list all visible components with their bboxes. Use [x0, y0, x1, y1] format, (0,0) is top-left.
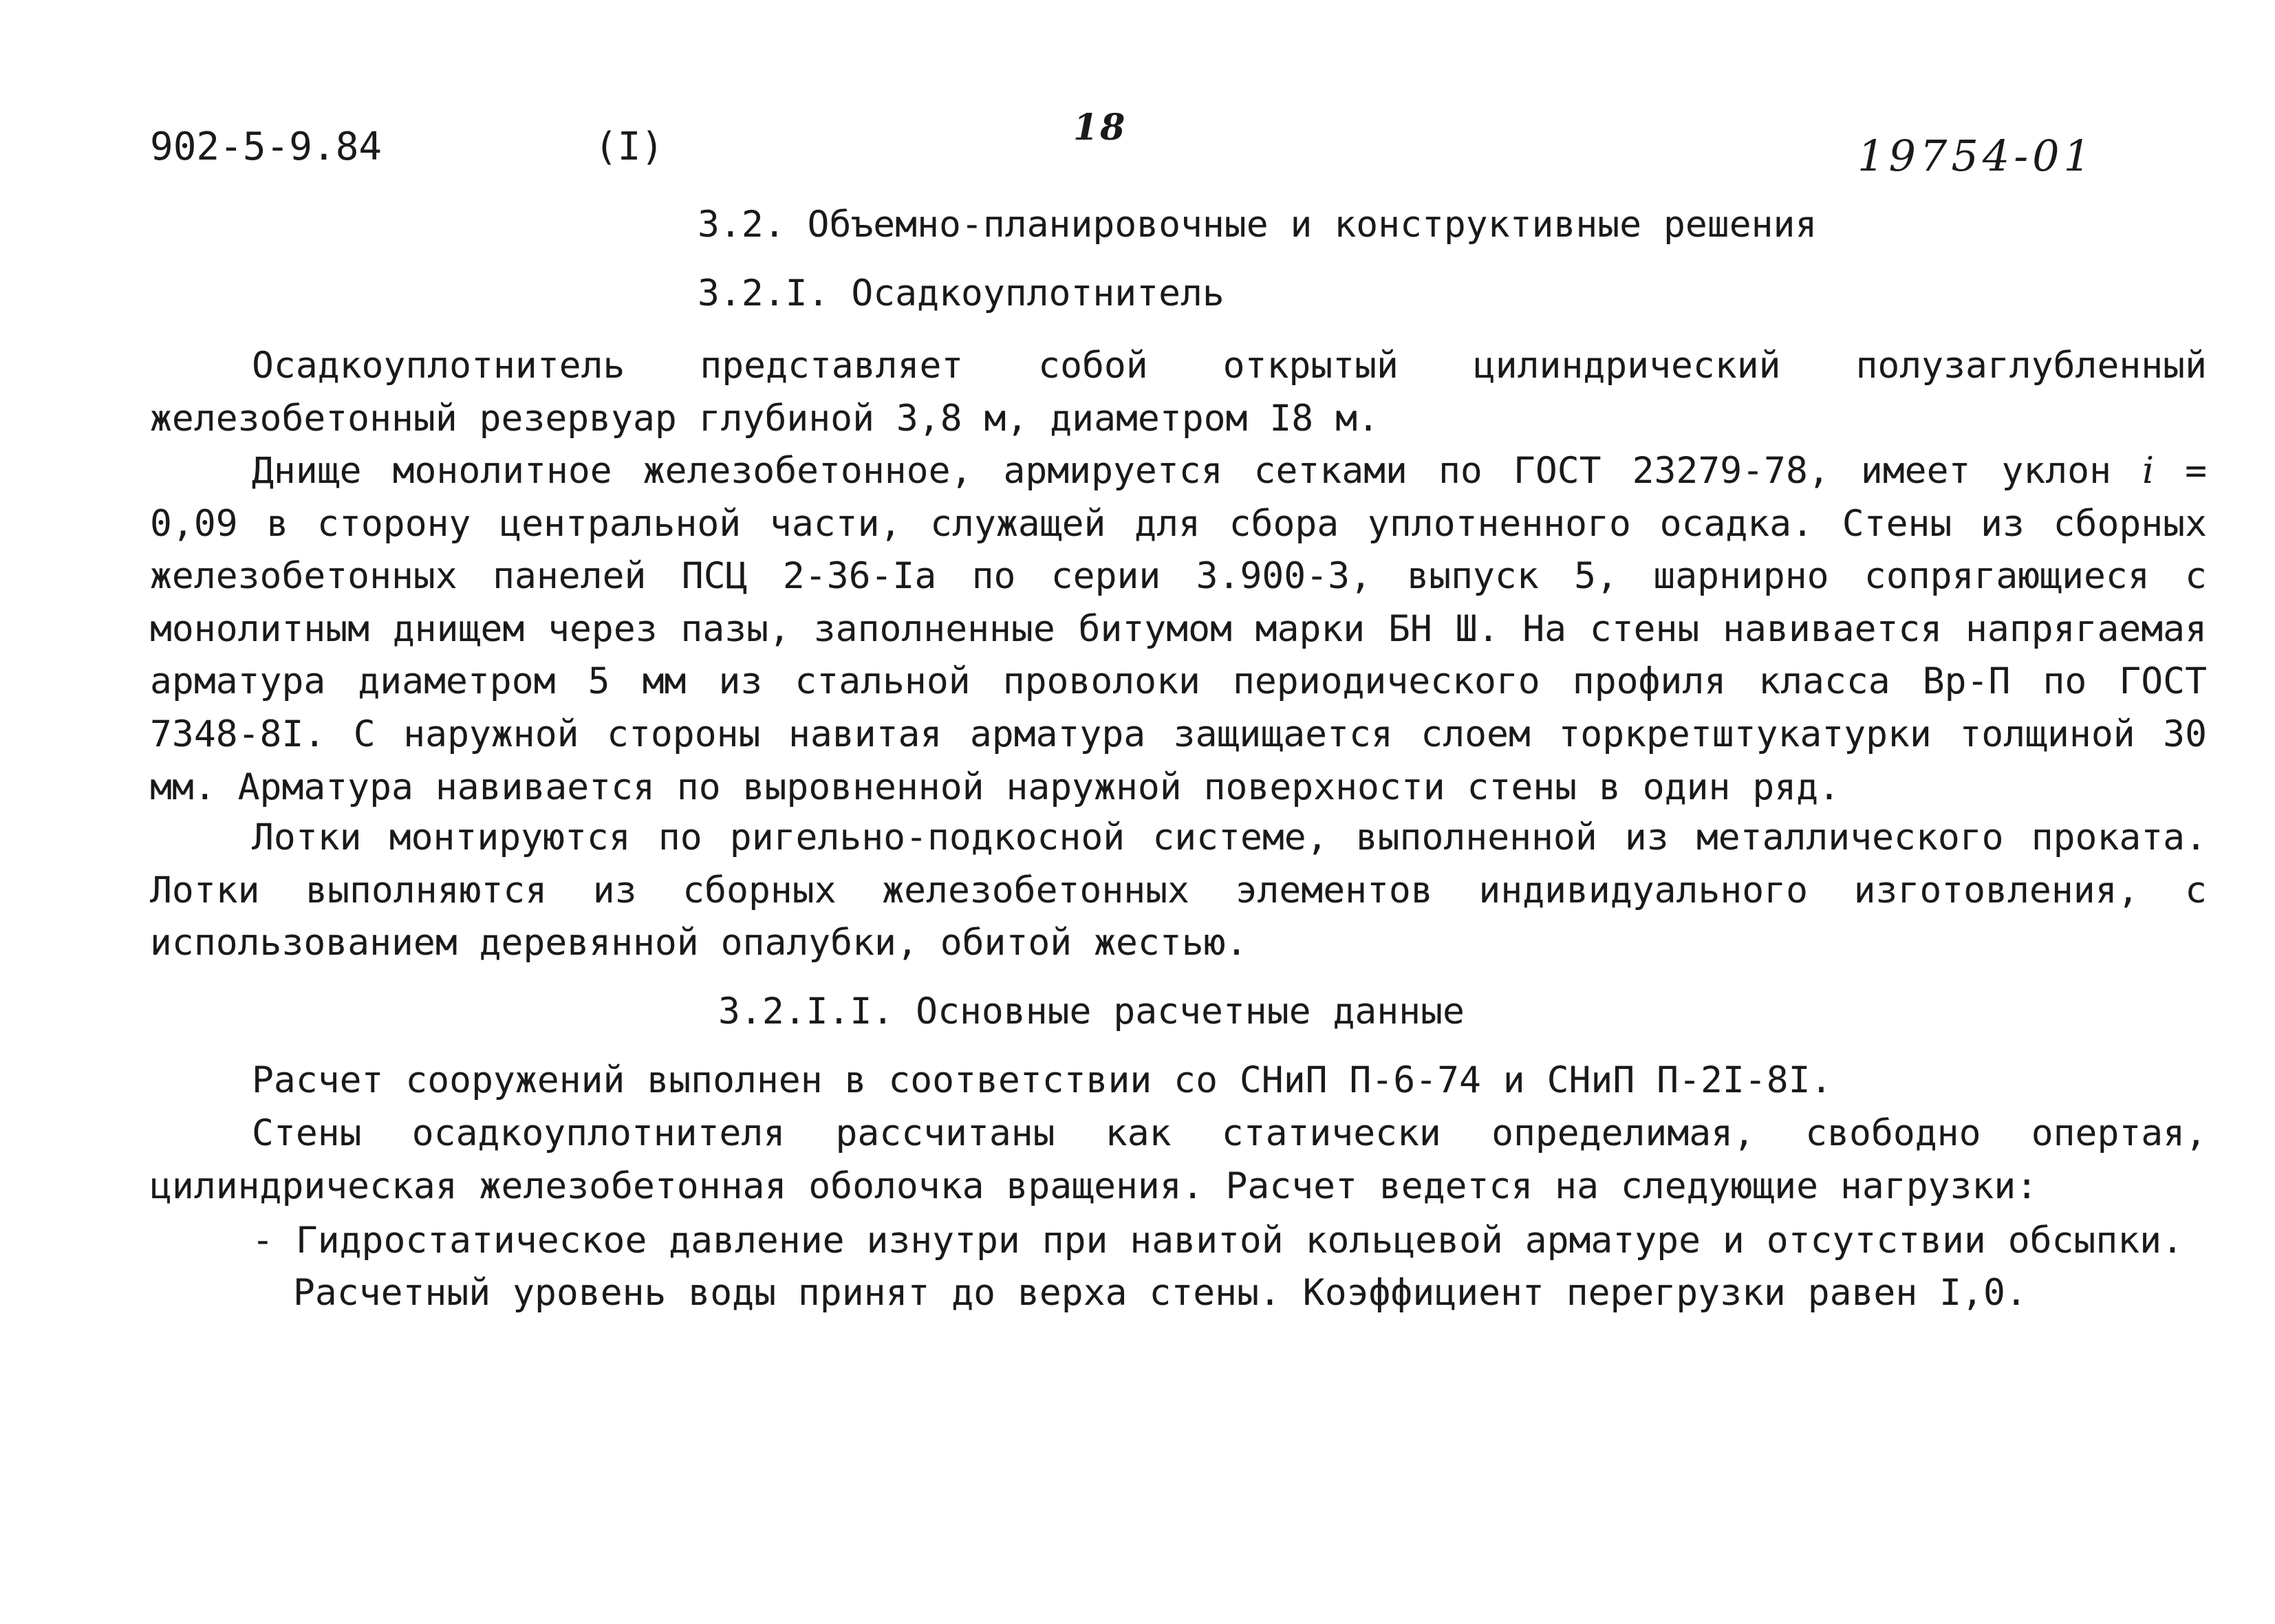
section-heading-3-2-1: 3.2.I. Осадкоуплотнитель [698, 272, 1225, 314]
sheet-marker: (I) [594, 124, 665, 169]
document-code-text: 902-5-9.84 [150, 124, 382, 169]
document-code [150, 124, 382, 169]
paragraph-text-part1: Днище монолитное железобетонное, армируется сетками по ГОСТ 23279-78, имеет уклон [252, 450, 2143, 492]
list-item-hydrostatic-pressure-continued: Расчетный уровень воды принят до верха стены. Коэффициент перегрузки равен I,0. [293, 1272, 2027, 1314]
paragraph-calculation-norms [150, 1054, 2207, 1107]
paragraph-text: Осадкоуплотнитель представляет собой открытый цилиндрический полузаглубленный железобетонный резервуар глубиной 3,8 м, диаметром I8 м. [150, 345, 2207, 440]
section-heading-3-2: 3.2. Объемно-планировочные и конструктивные решения [698, 204, 1818, 246]
document-number: 19754-01 [1857, 131, 2095, 181]
slope-symbol: i [2142, 450, 2155, 492]
paragraph-text-part2: = 0,09 в сторону центральной части, служащей для сбора уплотненного осадка. Стены из сборных железобетонных панелей ПСЦ 2-36-Iа по серии 3.900-3, выпуск 5, шарнирно сопрягающиеся с монолитным днищем через пазы, заполненные битумом марки БН Ш. На стены навивается напрягаемая арматура диаметром 5 мм из стальной проволоки периодического профиля класса Вр-П по ГОСТ 7348-8I. С наружной стороны навитая арматура защищается слоем торкретштукатурки толщиной 30 мм. Арматура навивается по выровненной наружной поверхности стены в один ряд. [150, 450, 2207, 808]
paragraph-wall-calculation [150, 1107, 2207, 1213]
paragraph-text: Лотки монтируются по ригельно-подкосной системе, выполненной из металлического проката. Лотки выполняются из сборных железобетонных элементов индивидуального изготовления, с использованием деревянной опалубки, обитой жестью. [150, 816, 2207, 964]
paragraph-clarifier-description [150, 340, 2207, 445]
paragraph-bottom-and-walls [150, 445, 2207, 814]
list-item-hydrostatic-pressure: - Гидростатическое давление изнутри при навитой кольцевой арматуре и отсутствии обсыпки. [252, 1220, 2184, 1262]
paragraph-text: Расчет сооружений выполнен в соответствии со СНиП П-6-74 и СНиП П-2I-8I. [252, 1059, 1833, 1101]
section-heading-3-2-1-1: 3.2.I.I. Основные расчетные данные [718, 990, 1465, 1032]
paragraph-trays [150, 812, 2207, 970]
page-number: 18 [1073, 107, 1128, 149]
paragraph-text: Стены осадкоуплотнителя рассчитаны как статически определимая, свободно опертая, цилиндрическая железобетонная оболочка вращения. Расчет ведется на следующие нагрузки: [150, 1112, 2207, 1207]
